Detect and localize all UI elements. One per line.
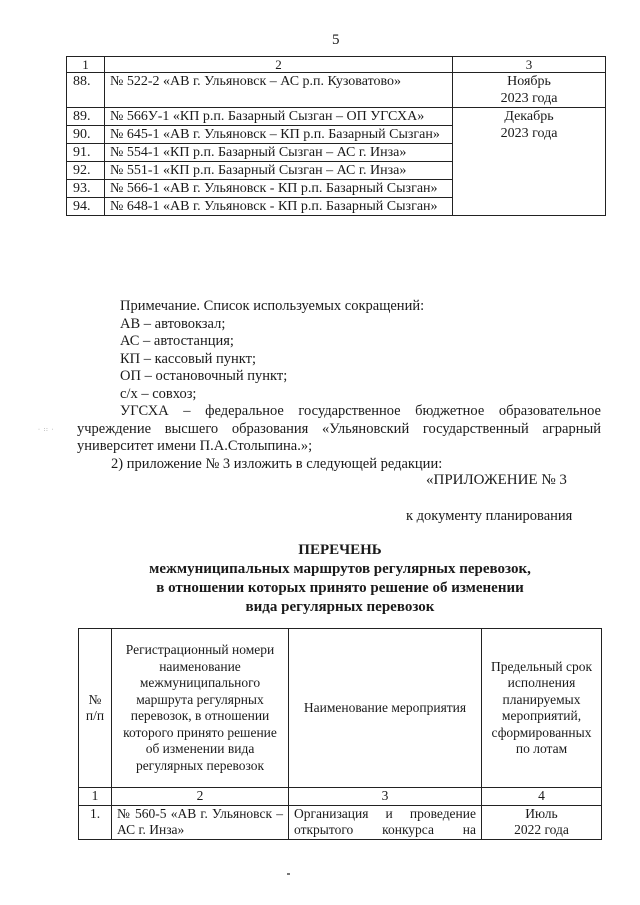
header-cell: 3 xyxy=(453,57,606,73)
routes-table-continued xyxy=(66,56,606,216)
deadline-cell xyxy=(482,805,602,839)
header-cell: Предельный срок исполнения планируемых мероприятий, сформированных по лотам xyxy=(482,629,602,788)
row-number: 93. xyxy=(67,180,105,198)
action-name: Организация и проведение открытого конкурса на xyxy=(289,805,482,839)
document-reference: к документу планирования xyxy=(406,508,573,524)
route-name: № 645-1 «АВ г. Ульяновск – КП р.п. Базарный Сызган» xyxy=(105,126,453,144)
list-title xyxy=(70,541,610,617)
table-row xyxy=(67,108,606,126)
row-number: 1. xyxy=(79,805,112,839)
row-number: 91. xyxy=(67,144,105,162)
row-number: 89. xyxy=(67,108,105,126)
column-number: 4 xyxy=(482,788,602,806)
column-number: 1 xyxy=(79,788,112,806)
scan-mark: · :: · xyxy=(38,427,55,433)
appendix-label: «ПРИЛОЖЕНИЕ № 3 xyxy=(426,472,567,488)
table-row xyxy=(79,805,602,839)
deadline-cell xyxy=(453,73,606,108)
route-name: № 560-5 «АВ г. Ульяновск – АС г. Инза» xyxy=(112,805,289,839)
abbreviation-item: ОП – остановочный пункт; xyxy=(120,368,288,384)
abbreviation-item: АС – автостанция; xyxy=(120,333,234,349)
deadline-year: 2023 года xyxy=(500,91,558,106)
header-cell: 1 xyxy=(67,57,105,73)
route-name: № 551-1 «КП р.п. Базарный Сызган – АС г. Инза» xyxy=(105,162,453,180)
row-number: 94. xyxy=(67,198,105,216)
deadline-month: Декабрь xyxy=(504,109,554,124)
abbreviation-ugsha: УГСХА – федеральное государственное бюджетное образовательное учреждение высшего образования «Ульяновский государственный аграрный университет имени П.А.Столыпина.»; xyxy=(77,403,601,454)
route-name: № 522-2 «АВ г. Ульяновск – АС р.п. Кузоватово» xyxy=(105,73,453,108)
routes-change-table xyxy=(78,628,602,840)
header-cell: Регистрационный номери наименование межмуниципального маршрута регулярных перевозок, в отношении которого принято решение об изменении вида регулярных перевозок xyxy=(112,629,289,788)
table-row xyxy=(67,73,606,108)
deadline-cell xyxy=(453,108,606,216)
title-line: ПЕРЕЧЕНЬ xyxy=(298,542,382,558)
table-header-row xyxy=(67,57,606,73)
note-intro: Примечание. Список используемых сокращений: xyxy=(120,298,425,314)
route-name: № 648-1 «АВ г. Ульяновск - КП р.п. Базарный Сызган» xyxy=(105,198,453,216)
scan-dot xyxy=(287,873,290,875)
column-number: 3 xyxy=(289,788,482,806)
amendment-text: 2) приложение № 3 изложить в следующей редакции: xyxy=(111,455,443,472)
deadline-year: 2023 года xyxy=(500,126,558,141)
row-number: 92. xyxy=(67,162,105,180)
table-header-row xyxy=(79,629,602,788)
column-number: 2 xyxy=(112,788,289,806)
page-number: 5 xyxy=(332,32,340,48)
header-cell: Наименование мероприятия xyxy=(289,629,482,788)
title-line: вида регулярных перевозок xyxy=(245,599,435,615)
abbreviation-item: АВ – автовокзал; xyxy=(120,315,226,332)
deadline-month: Июль xyxy=(525,805,558,821)
deadline-month: Ноябрь xyxy=(507,74,551,89)
abbreviations-note xyxy=(77,298,601,473)
row-number: 90. xyxy=(67,126,105,144)
title-line: межмуниципальных маршрутов регулярных перевозок, xyxy=(149,561,531,577)
deadline-year: 2022 года xyxy=(514,822,569,837)
header-cell: 2 xyxy=(105,57,453,73)
abbreviation-item: с/х – совхоз; xyxy=(120,385,197,402)
column-numbers-row xyxy=(79,788,602,806)
header-cell: № п/п xyxy=(79,629,112,788)
row-number: 88. xyxy=(67,73,105,108)
title-line: в отношении которых принято решение об изменении xyxy=(156,580,524,596)
route-name: № 554-1 «КП р.п. Базарный Сызган – АС г. Инза» xyxy=(105,144,453,162)
route-name: № 566У-1 «КП р.п. Базарный Сызган – ОП УГСХА» xyxy=(105,108,453,126)
abbreviation-item: КП – кассовый пункт; xyxy=(120,350,256,367)
route-name: № 566-1 «АВ г. Ульяновск - КП р.п. Базарный Сызган» xyxy=(105,180,453,198)
